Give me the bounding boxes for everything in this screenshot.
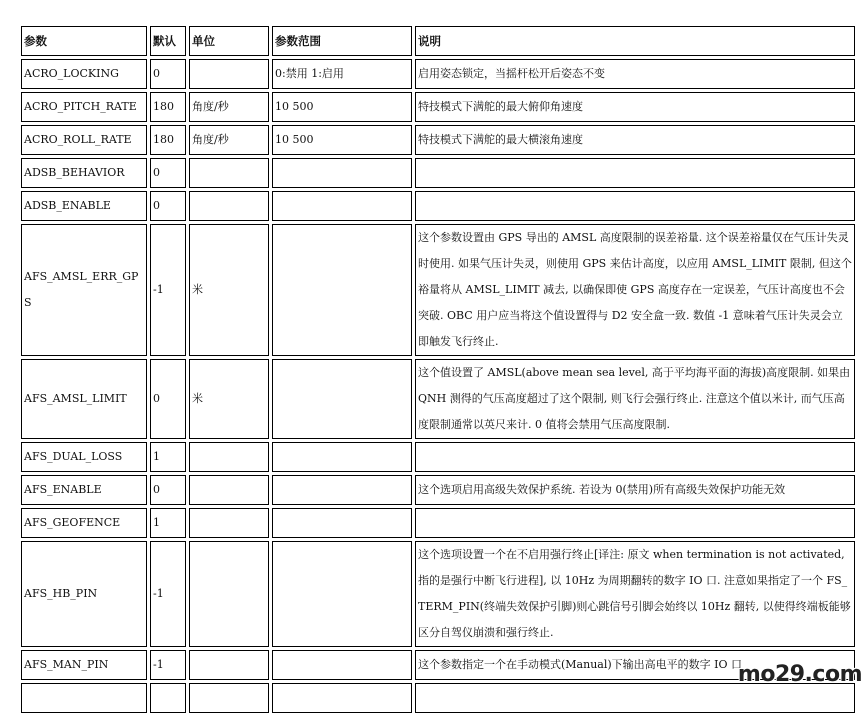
table-row [21, 359, 855, 439]
unit-cell: 米 [189, 359, 269, 439]
header-default: 默认 [150, 26, 186, 56]
param-name-cell: AFS_DUAL_LOSS [21, 442, 147, 472]
range-cell [272, 359, 412, 439]
default-value-cell: 180 [150, 92, 186, 122]
header-unit: 单位 [189, 26, 269, 56]
description-cell [415, 442, 855, 472]
range-cell [272, 683, 412, 713]
unit-cell [189, 541, 269, 647]
description-cell: 这个选项启用高级失效保护系统. 若设为 0(禁用)所有高级失效保护功能无效 [415, 475, 855, 505]
param-name-cell: ACRO_ROLL_RATE [21, 125, 147, 155]
param-name-cell: ADSB_BEHAVIOR [21, 158, 147, 188]
unit-cell [189, 59, 269, 89]
description-cell: 这个值设置了 AMSL(above mean sea level, 高于平均海平面的海拔)高度限制. 如果由 QNH 测得的气压高度超过了这个限制, 则飞行会强行终止. 注意这个值以米计, 而气压高度限制通常以英尺来计. 0 值将会禁用气压高度限制. [415, 359, 855, 439]
default-value-cell: 0 [150, 475, 186, 505]
range-cell [272, 224, 412, 356]
description-cell [415, 508, 855, 538]
range-cell: 0:禁用 1:启用 [272, 59, 412, 89]
description-cell: 特技模式下满舵的最大横滚角速度 [415, 125, 855, 155]
unit-cell [189, 508, 269, 538]
range-cell: 10 500 [272, 125, 412, 155]
param-name-cell: AFS_MAN_PIN [21, 650, 147, 680]
description-cell: 特技模式下满舵的最大俯仰角速度 [415, 92, 855, 122]
table-row [21, 92, 855, 122]
default-value-cell [150, 683, 186, 713]
table-row [21, 541, 855, 647]
table-row [21, 59, 855, 89]
description-cell: 启用姿态锁定，当摇杆松开后姿态不变 [415, 59, 855, 89]
default-value-cell: 0 [150, 359, 186, 439]
description-cell: 这个参数指定一个在手动模式(Manual)下输出高电平的数字 IO 口 [415, 650, 855, 680]
range-cell [272, 475, 412, 505]
table-row [21, 508, 855, 538]
description-cell [415, 683, 855, 713]
header-description: 说明 [415, 26, 855, 56]
range-cell [272, 442, 412, 472]
range-cell [272, 191, 412, 221]
param-name-cell: AFS_ENABLE [21, 475, 147, 505]
table-row [21, 683, 855, 713]
param-name-cell [21, 683, 147, 713]
table-row [21, 191, 855, 221]
range-cell [272, 541, 412, 647]
unit-cell [189, 683, 269, 713]
unit-cell [189, 191, 269, 221]
params-table [18, 23, 858, 716]
table-row [21, 650, 855, 680]
default-value-cell: 0 [150, 191, 186, 221]
table-row [21, 442, 855, 472]
table-row [21, 475, 855, 505]
default-value-cell: -1 [150, 650, 186, 680]
range-cell: 10 500 [272, 92, 412, 122]
description-cell: 这个选项设置一个在不启用强行终止[译注: 原文 when termination is not activated,指的是强行中断飞行进程], 以 10Hz 为周期翻转的数字 IO 口. 注意如果指定了一个 FS_TERM_PIN(终端失效保护引脚)则心跳信号引脚会始终以 10Hz 翻转, 以使得终端板能够区分自驾仪崩溃和强行终止. [415, 541, 855, 647]
param-name-cell: ADSB_ENABLE [21, 191, 147, 221]
unit-cell [189, 158, 269, 188]
unit-cell [189, 650, 269, 680]
header-param: 参数 [21, 26, 147, 56]
default-value-cell: 1 [150, 442, 186, 472]
unit-cell [189, 475, 269, 505]
default-value-cell: 0 [150, 158, 186, 188]
default-value-cell: 180 [150, 125, 186, 155]
param-name-cell: AFS_AMSL_LIMIT [21, 359, 147, 439]
description-cell [415, 191, 855, 221]
param-name-cell: ACRO_LOCKING [21, 59, 147, 89]
table-row [21, 158, 855, 188]
table-row [21, 224, 855, 356]
range-cell [272, 650, 412, 680]
param-name-cell: AFS_GEOFENCE [21, 508, 147, 538]
param-name-cell: AFS_AMSL_ERR_GPS [21, 224, 147, 356]
description-cell: 这个参数设置由 GPS 导出的 AMSL 高度限制的误差裕量. 这个误差裕量仅在气压计失灵时使用. 如果气压计失灵，则使用 GPS 来估计高度，以应用 AMSL_LIMIT 限制, 但这个裕量将从 AMSL_LIMIT 减去, 以确保即使 GPS 高度存在一定误差，气压计高度也不会突破. OBC 用户应当将这个值设置得与 D2 安全盒一致. 数值 -1 意味着气压计失灵会立即触发飞行终止. [415, 224, 855, 356]
range-cell [272, 508, 412, 538]
unit-cell: 米 [189, 224, 269, 356]
header-range: 参数范围 [272, 26, 412, 56]
default-value-cell: -1 [150, 541, 186, 647]
default-value-cell: 0 [150, 59, 186, 89]
param-name-cell: AFS_HB_PIN [21, 541, 147, 647]
header-row [21, 26, 855, 56]
unit-cell: 角度/秒 [189, 125, 269, 155]
unit-cell [189, 442, 269, 472]
default-value-cell: 1 [150, 508, 186, 538]
table-row [21, 125, 855, 155]
watermark-logo: mo29.com [737, 662, 862, 687]
param-name-cell: ACRO_PITCH_RATE [21, 92, 147, 122]
description-cell [415, 158, 855, 188]
default-value-cell: -1 [150, 224, 186, 356]
unit-cell: 角度/秒 [189, 92, 269, 122]
range-cell [272, 158, 412, 188]
